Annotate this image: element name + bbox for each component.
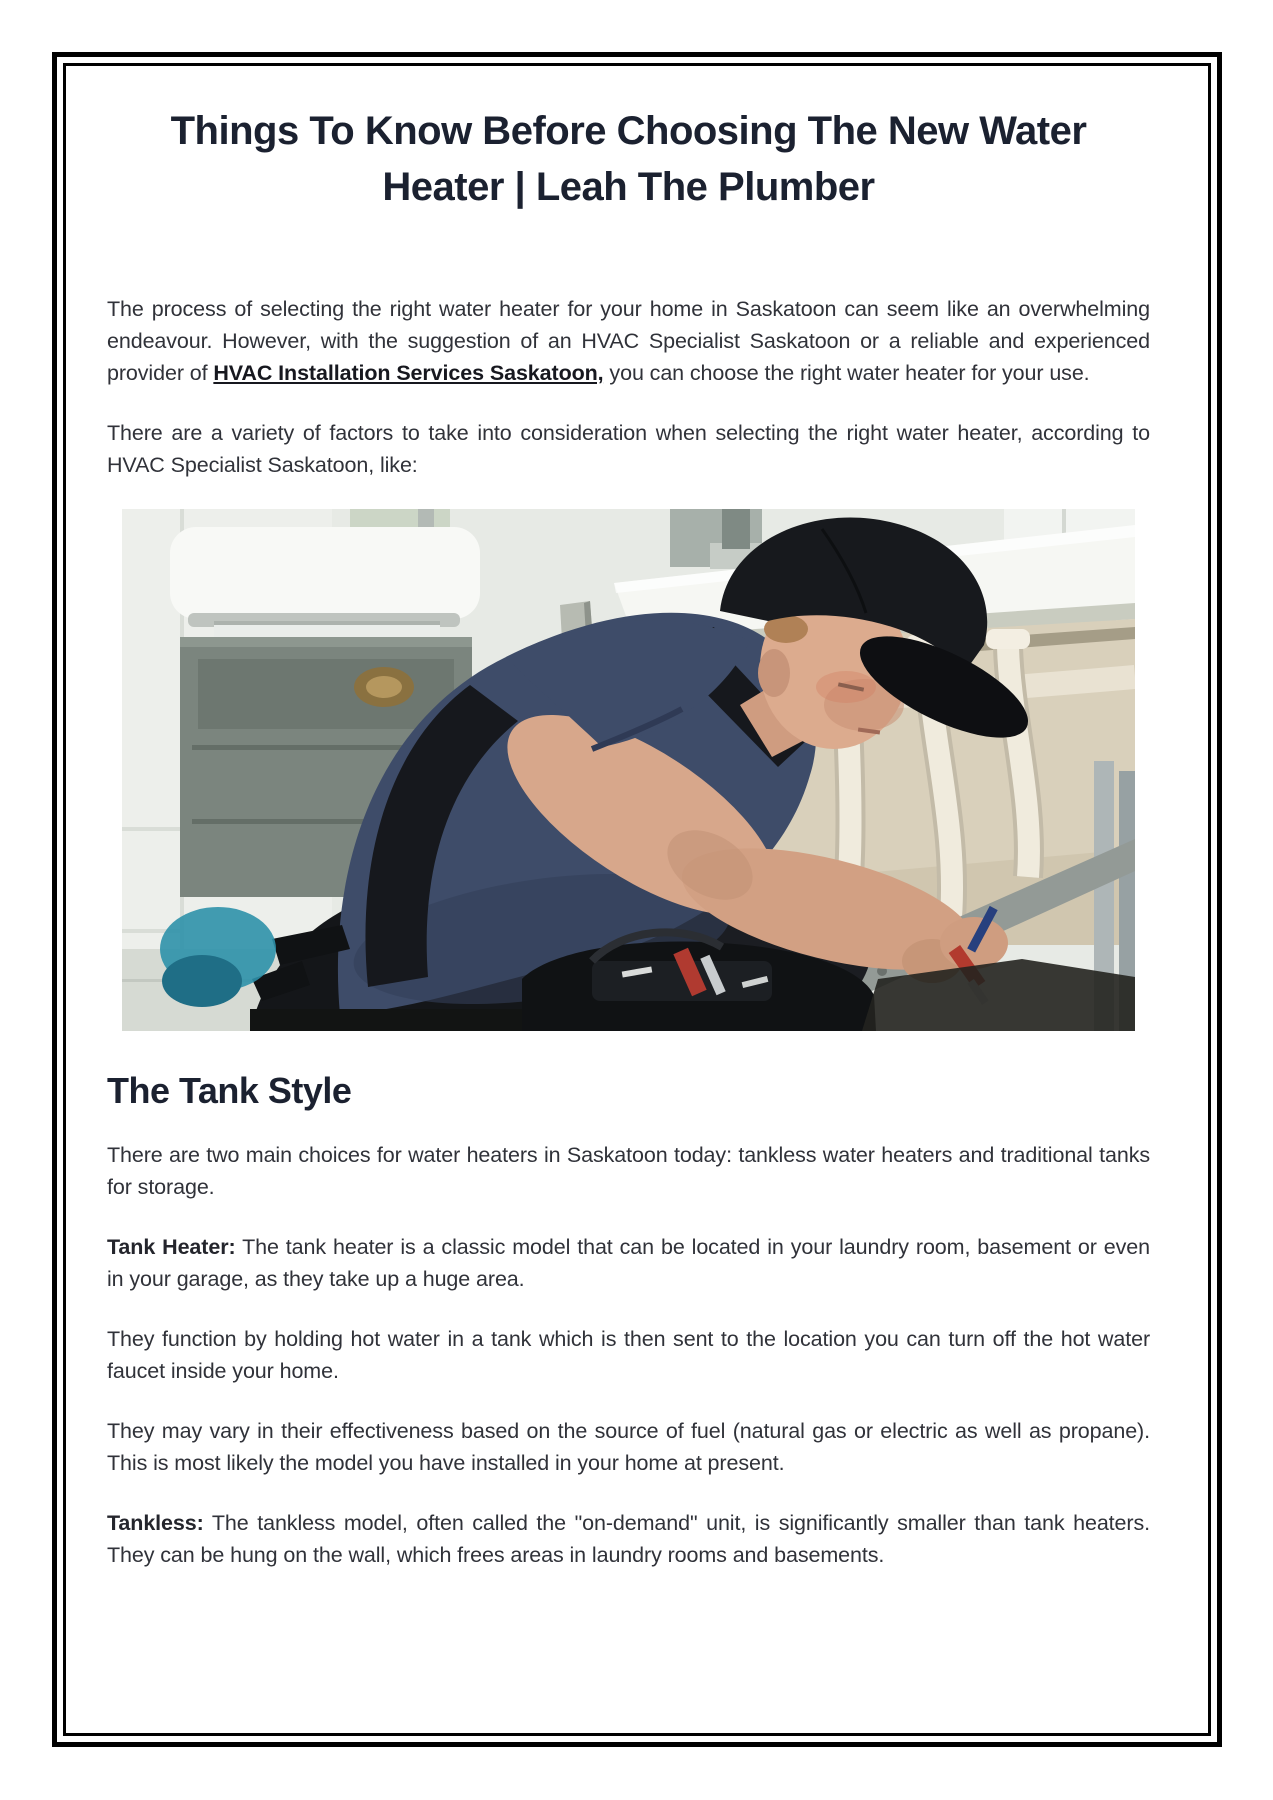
article-photo bbox=[122, 509, 1135, 1031]
plumber-photo-illustration bbox=[122, 509, 1135, 1031]
tankless-label: Tankless: bbox=[107, 1511, 204, 1535]
intro-p1-text-before: The process of selecting the right water heater for your home in Saskatoon can seem like an overwhelming endeavour. However, with the suggestion of an HVAC Specialist Saskatoon or a reliable and experienced provider of bbox=[107, 297, 1150, 385]
page-title bbox=[107, 103, 1150, 215]
intro-paragraph-1 bbox=[107, 293, 1150, 389]
intro-p1-text-after: you can choose the right water heater for your use. bbox=[603, 361, 1090, 385]
tankless-text: The tankless model, often called the "on-demand" unit, is significantly smaller than tank heaters. They can be hung on the wall, which frees areas in laundry rooms and basements. bbox=[107, 1511, 1150, 1567]
tankless-paragraph bbox=[107, 1507, 1150, 1571]
tank-style-paragraph: There are two main choices for water heaters in Saskatoon today: tankless water heaters and traditional tanks for storage. bbox=[107, 1143, 1150, 1199]
tank-heater-label: Tank Heater: bbox=[107, 1235, 236, 1259]
tank-heater-text: The tank heater is a classic model that can be located in your laundry room, basement or even in your garage, as they take up a huge area. bbox=[107, 1235, 1150, 1291]
tank-fuel-paragraph: They may vary in their effectiveness based on the source of fuel (natural gas or electric as well as propane). This is most likely the model you have installed in your home at present. bbox=[107, 1419, 1150, 1475]
hvac-installation-services-link[interactable]: HVAC Installation Services Saskatoon, bbox=[213, 361, 604, 385]
tank-heater-paragraph bbox=[107, 1231, 1150, 1295]
section-heading-tank-style: The Tank Style bbox=[107, 1070, 352, 1111]
document-content bbox=[107, 103, 1150, 1599]
page-title-line1: Things To Know Before Choosing The New Water bbox=[170, 109, 1087, 153]
intro-paragraph-2: There are a variety of factors to take into consideration when selecting the right water heater, according to HVAC Specialist Saskatoon, like: bbox=[107, 421, 1150, 477]
page-title-line2: Heater | Leah The Plumber bbox=[382, 165, 875, 209]
tank-function-paragraph: They function by holding hot water in a tank which is then sent to the location you can turn off the hot water faucet inside your home. bbox=[107, 1327, 1150, 1383]
